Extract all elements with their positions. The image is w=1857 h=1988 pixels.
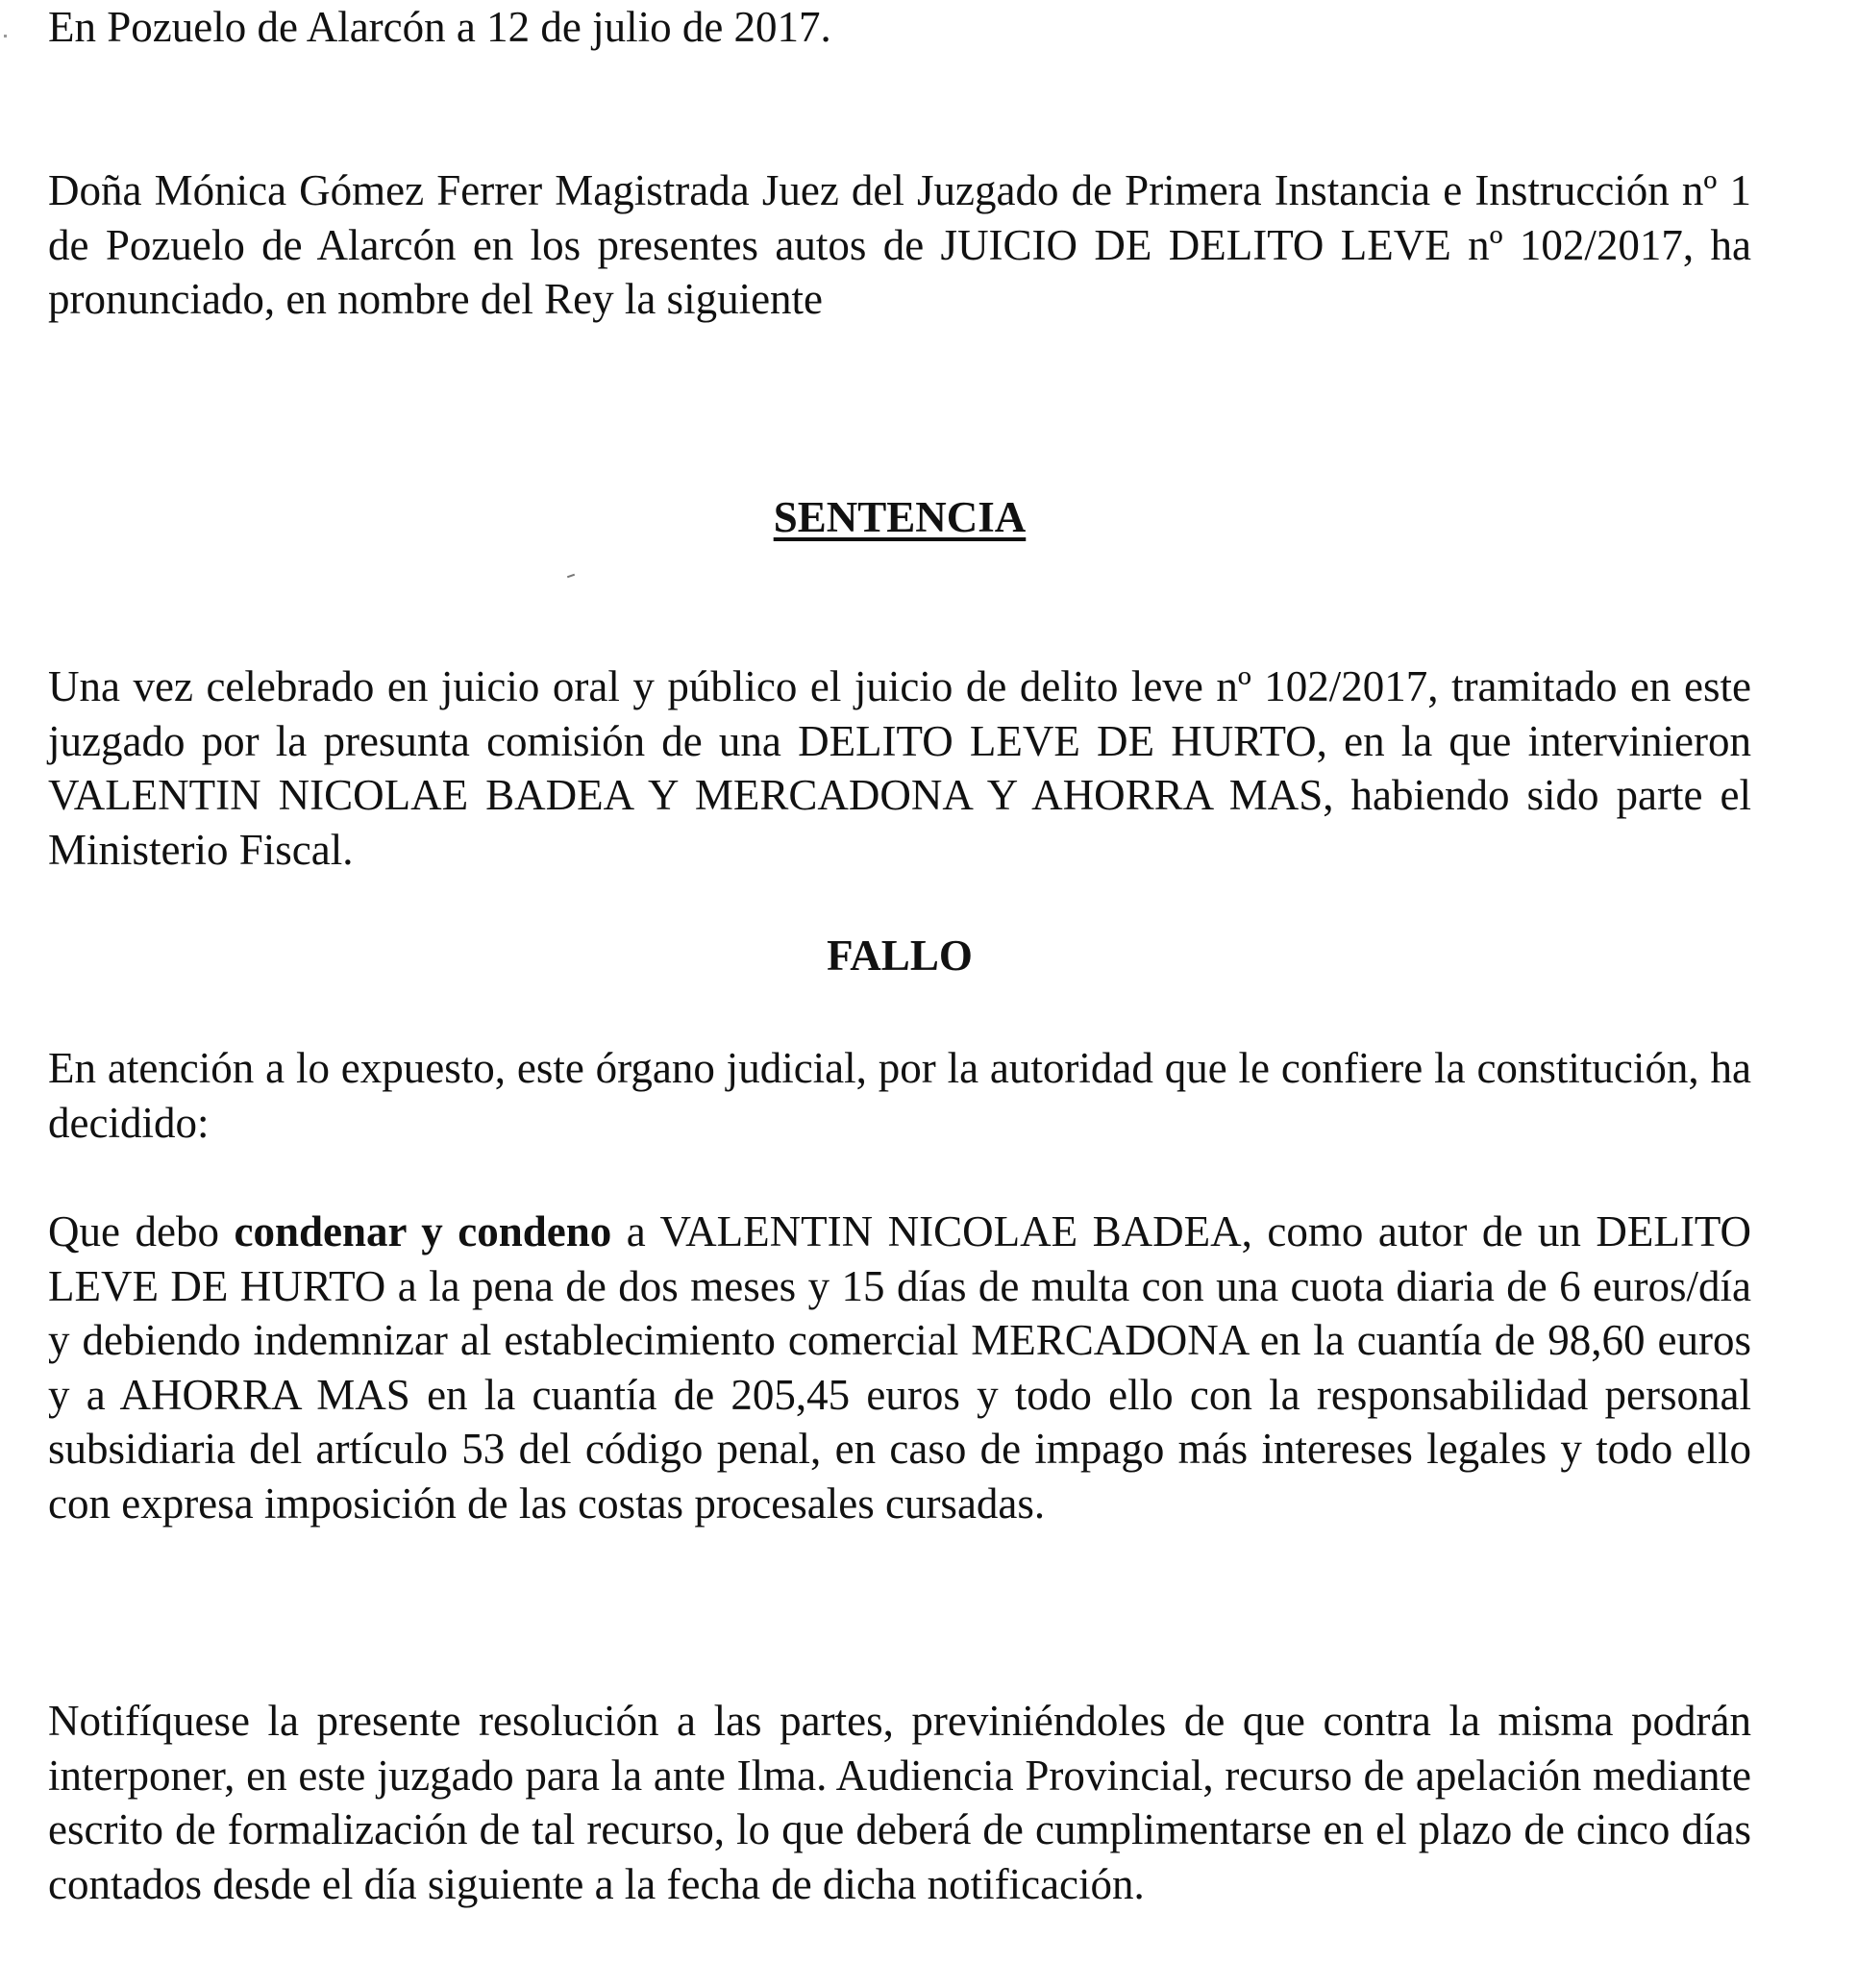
notificacion-paragraph: Notifíquese la presente resolución a las partes, previniéndoles de que contra la misma podrán interponer, en este juzgado para la ante Ilma. Audiencia Provincial, recurso de apelación mediante escrito de formalización de tal recurso, lo que deberá de cumplimentarse en el plazo de cinco días contados desde el día siguiente a la fecha de dicha notificación. bbox=[48, 1697, 1751, 1908]
sentencia-heading bbox=[48, 490, 1751, 545]
fallo-heading: FALLO bbox=[827, 932, 973, 980]
condena-prefix: Que debo bbox=[48, 1207, 235, 1255]
fallo-intro-paragraph: En atención a lo expuesto, este órgano judicial, por la autoridad que le confiere la constitución, ha decidido: bbox=[48, 1044, 1751, 1147]
sentencia-heading-text: SENTENCIA bbox=[773, 493, 1027, 541]
scan-artifact-mark bbox=[567, 574, 575, 579]
date-line: En Pozuelo de Alarcón a 12 de julio de 2017. bbox=[48, 3, 831, 51]
sentencia-paragraph: Una vez celebrado en juicio oral y público el juicio de delito leve nº 102/2017, tramitado en este juzgado por la presunta comisión de una DELITO LEVE DE HURTO, en la que intervinieron VALENTIN NICOLAE BADEA Y MERCADONA Y AHORRA MAS, habiendo sido parte el Ministerio Fiscal. bbox=[48, 662, 1751, 874]
condena-bold: condenar y condeno bbox=[234, 1207, 612, 1255]
intro-paragraph: Doña Mónica Gómez Ferrer Magistrada Juez del Juzgado de Primera Instancia e Instrucción nº 1 de Pozuelo de Alarcón en los presentes autos de JUICIO DE DELITO LEVE nº 102/2017, ha pronunciado, en nombre del Rey la siguiente bbox=[48, 166, 1751, 323]
condena-paragraph bbox=[48, 1205, 1751, 1530]
condena-rest: a VALENTIN NICOLAE BADEA, como autor de un DELITO LEVE DE HURTO a la pena de dos meses y 15 días de multa con una cuota diaria de 6 euros/día y debiendo indemnizar al establecimiento comercial MERCADONA en la cuantía de 98,60 euros y a AHORRA MAS en la cuantía de 205,45 euros y todo ello con la responsabilidad personal subsidiaria del artículo 53 del código penal, en caso de impago más intereses legales y todo ello con expresa imposición de las costas procesales cursadas. bbox=[48, 1207, 1752, 1528]
scan-artifact-dot bbox=[4, 35, 7, 37]
